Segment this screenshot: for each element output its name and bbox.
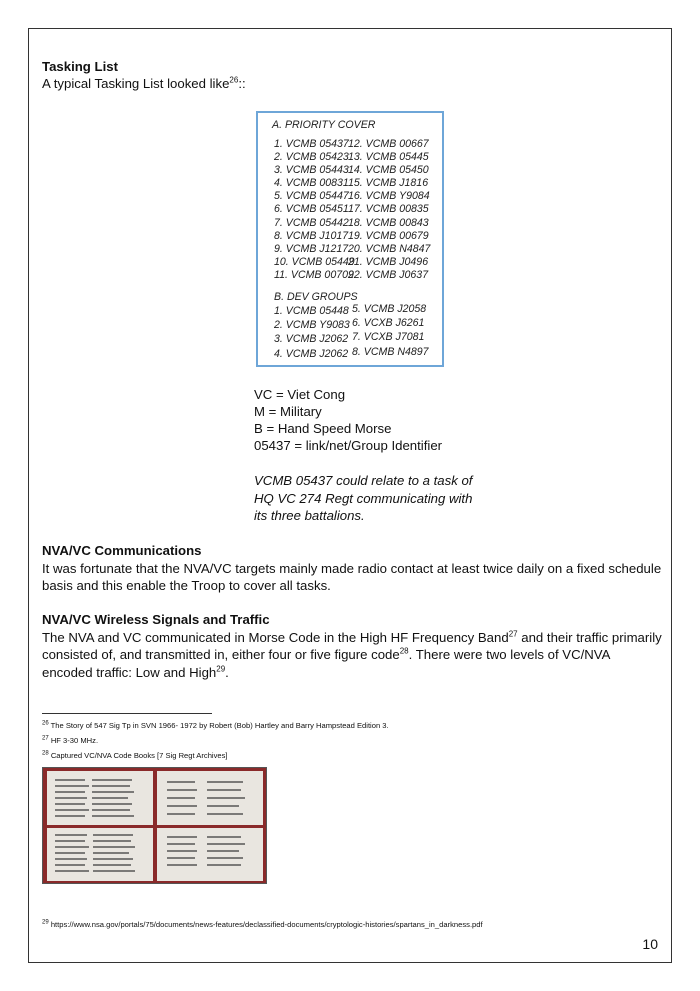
footnote-ref-28: 28: [399, 646, 409, 656]
example-line: its three battalions.: [254, 508, 365, 523]
priority-column-2: [348, 138, 430, 282]
footnote-ref-29: 29: [216, 664, 226, 674]
footnote-29: [42, 920, 483, 930]
priority-item: 1. VCMB 05437: [274, 138, 349, 150]
page-number: 10: [642, 936, 658, 952]
footnote-28: [42, 751, 228, 761]
abbreviation-legend: [254, 386, 442, 454]
dev-groups-title: B. DEV GROUPS: [274, 291, 358, 303]
wireless-text-part: The NVA and VC communicated in Morse Code in the High HF Frequency Band: [42, 629, 509, 645]
code-book-page: [157, 771, 263, 825]
priority-item: 2. VCMB 05423: [274, 151, 349, 164]
wireless-text-part: .: [225, 664, 229, 680]
footnote-number: 26: [42, 720, 49, 727]
priority-item: 22. VCMB J0637: [348, 268, 429, 281]
priority-item: 16. VCMB Y9084: [348, 190, 430, 203]
example-line: VCMB 05437 could relate to a task of: [254, 473, 473, 488]
priority-item: 21. VCMB J0496: [348, 255, 429, 268]
priority-item: 13. VCMB 05445: [348, 151, 429, 164]
dev-item: 2. VCMB Y9083: [274, 319, 350, 332]
footnote-text: The Story of 547 Sig Tp in SVN 1966- 1972 by Robert (Bob) Hartley and Barry Hampstead Edition 3.: [50, 721, 389, 730]
priority-column-1: [274, 138, 355, 282]
wireless-text-part: and their traffic primarily consisted of, and transmitted in, either four or five figure code: [42, 629, 662, 662]
legend-item: B = Hand Speed Morse: [254, 421, 392, 436]
legend-item: 05437 = link/net/Group Identifier: [254, 438, 443, 453]
priority-item: 7. VCMB 05442: [274, 216, 349, 229]
priority-item: 15. VCMB J1816: [348, 177, 429, 190]
code-book-page: [47, 828, 153, 881]
code-book-page: [157, 828, 263, 881]
footnote-separator: [42, 713, 212, 714]
communications-text: It was fortunate that the NVA/VC targets mainly made radio contact at least twice daily on a fixed schedule basis and this enable the Troop to cover all tasks.: [42, 560, 662, 593]
dev-item: 7. VCXB J7081: [352, 331, 425, 344]
footnote-number: 28: [42, 750, 49, 757]
priority-item: 6. VCMB 05451: [274, 203, 349, 216]
tasking-intro-suffix: ::: [238, 76, 246, 91]
communications-section: [42, 542, 662, 595]
dev-item: 4. VCMB J2062: [274, 347, 349, 360]
footnote-26: [42, 721, 389, 731]
footnote-ref-27: 27: [508, 629, 518, 639]
footnote-ref-26: 26: [229, 75, 239, 85]
priority-item: 9. VCMB J1217: [274, 242, 349, 255]
wireless-text: [42, 629, 662, 682]
example-note: [254, 472, 494, 525]
dev-item: 8. VCMB N4897: [352, 345, 429, 358]
tasking-list-image: [256, 111, 444, 367]
dev-item: 6. VCXB J6261: [352, 317, 425, 330]
priority-item: 17. VCMB 00835: [348, 203, 429, 216]
priority-item: 20. VCMB N4847: [348, 242, 431, 255]
priority-item: 10. VCMB 05449: [274, 255, 355, 268]
footnote-27: [42, 736, 98, 746]
legend-item: M = Military: [254, 404, 322, 419]
priority-item: 4. VCMB 00831: [274, 177, 349, 190]
dev-column-1: [274, 304, 350, 361]
dev-column-2: [352, 302, 429, 359]
priority-item: 14. VCMB 05450: [348, 164, 429, 177]
priority-item: 8. VCMB J1017: [274, 229, 349, 242]
tasking-heading: Tasking List: [42, 59, 118, 74]
wireless-text-part: . There were two levels of VC/NVA encoded traffic: Low and High: [42, 647, 610, 680]
footnote-text: HF 3-30 MHz.: [50, 736, 99, 745]
footnote-number: 29: [42, 919, 49, 926]
priority-item: 11. VCMB 00709: [274, 268, 354, 281]
priority-item: 19. VCMB 00679: [348, 229, 429, 242]
example-line: HQ VC 274 Regt communicating with: [254, 490, 473, 506]
code-books-photo: [42, 767, 267, 884]
tasking-intro-text: A typical Tasking List looked like: [42, 76, 230, 91]
priority-item: 3. VCMB 05443: [274, 164, 349, 177]
footnote-text: Captured VC/NVA Code Books [7 Sig Regt Archives]: [50, 751, 228, 760]
wireless-heading: NVA/VC Wireless Signals and Traffic: [42, 612, 270, 627]
tasking-intro: [42, 75, 662, 92]
priority-cover-title: A. PRIORITY COVER: [272, 119, 376, 131]
wireless-section: [42, 611, 662, 681]
footnote-number: 27: [42, 735, 49, 742]
dev-item: 3. VCMB J2062: [274, 333, 349, 346]
communications-heading: NVA/VC Communications: [42, 543, 202, 558]
code-book-page: [47, 771, 153, 825]
dev-item: 1. VCMB 05448: [274, 305, 349, 317]
priority-item: 18. VCMB 00843: [348, 216, 429, 229]
priority-item: 5. VCMB 05447: [274, 190, 349, 203]
footnote-link[interactable]: https://www.nsa.gov/portals/75/documents/news-features/declassified-documents/cryptologic-histories/spartans_in_darkness.pdf: [50, 920, 483, 929]
legend-item: VC = Viet Cong: [254, 387, 346, 402]
priority-item: 12. VCMB 00667: [348, 138, 429, 150]
tasking-section: [42, 58, 662, 92]
dev-item: 5. VCMB J2058: [352, 303, 427, 315]
